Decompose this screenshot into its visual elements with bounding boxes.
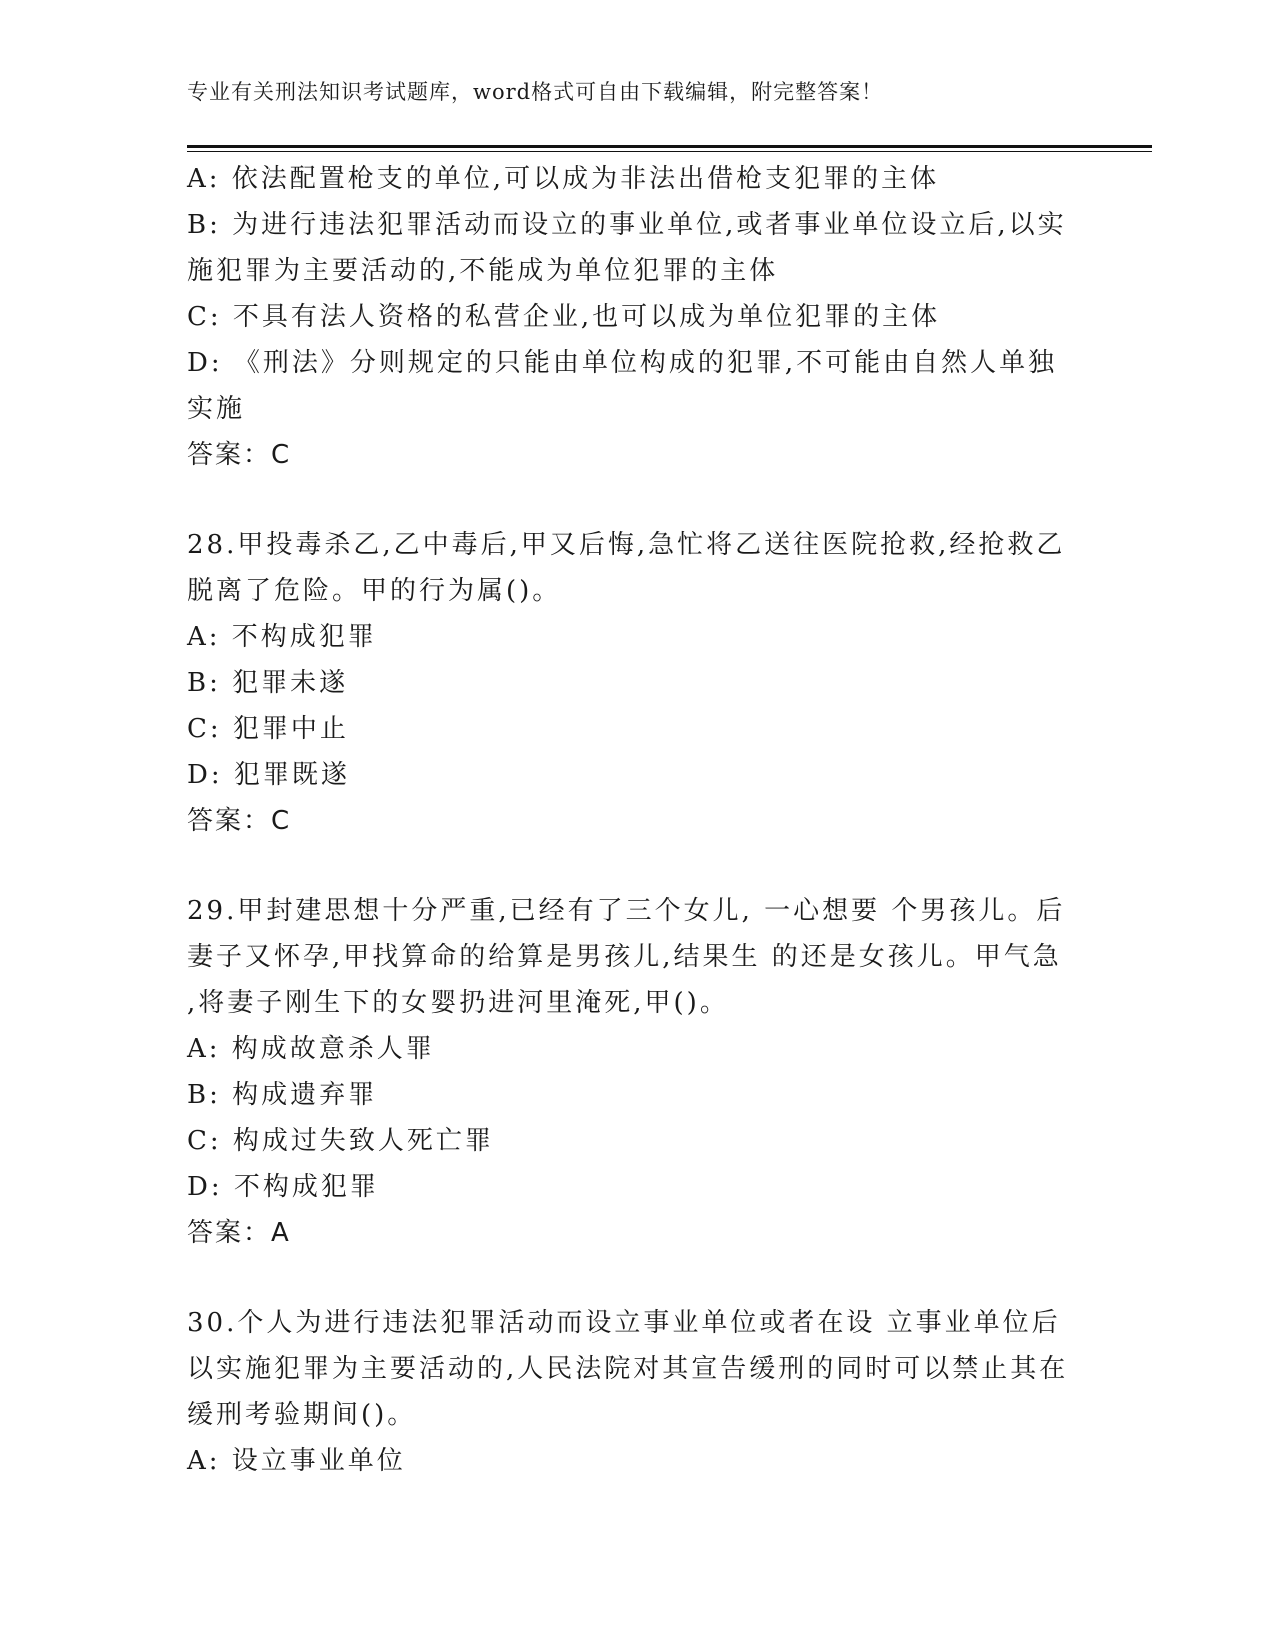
option-c: C: 不具有法人资格的私营企业,也可以成为单位犯罪的主体 [187, 302, 941, 332]
option-b: B: 犯罪未遂 [187, 668, 349, 698]
answer: 答案：C [187, 806, 292, 836]
option-c: C: 构成过失致人死亡罪 [187, 1126, 494, 1156]
question-stem-cont: 脱离了危险。甲的行为属()。 [187, 576, 562, 606]
option-a: A: 不构成犯罪 [187, 622, 377, 652]
question-stem: 28.甲投毒杀乙,乙中毒后,甲又后悔,急忙将乙送往医院抢救,经抢救乙 [187, 530, 1066, 560]
option-d-cont: 实施 [187, 394, 246, 424]
option-b: B: 为进行违法犯罪活动而设立的事业单位,或者事业单位设立后,以实 [187, 210, 1067, 240]
question-stem-cont: 妻子又怀孕,甲找算命的给算是男孩儿,结果生 的还是女孩儿。甲气急 [187, 942, 1062, 972]
option-a: A: 依法配置枪支的单位,可以成为非法出借枪支犯罪的主体 [187, 164, 940, 194]
answer: 答案：A [187, 1218, 291, 1248]
option-d: D: 《刑法》分则规定的只能由单位构成的犯罪,不可能由自然人单独 [187, 348, 1058, 378]
question-30 [187, 1300, 1087, 1484]
option-b: B: 构成遗弃罪 [187, 1080, 378, 1110]
option-c: C: 犯罪中止 [187, 714, 349, 744]
option-b-cont: 施犯罪为主要活动的,不能成为单位犯罪的主体 [187, 256, 779, 286]
page-header: 专业有关刑法知识考试题库，word格式可自由下载编辑，附完整答案！ [187, 80, 884, 104]
question-stem-cont: 以实施犯罪为主要活动的,人民法院对其宣告缓刑的同时可以禁止其在 [187, 1354, 1069, 1384]
option-d: D: 不构成犯罪 [187, 1172, 379, 1202]
question-27-continued [187, 156, 1087, 478]
header-rule [187, 145, 1152, 148]
answer: 答案：C [187, 440, 292, 470]
header-rule-thin [187, 151, 1152, 152]
question-29 [187, 888, 1087, 1256]
option-a: A: 设立事业单位 [187, 1446, 406, 1476]
question-28 [187, 522, 1087, 844]
document-body [187, 156, 1087, 1484]
option-a: A: 构成故意杀人罪 [187, 1034, 435, 1064]
question-stem: 29.甲封建思想十分严重,已经有了三个女儿, 一心想要 个男孩儿。后 [187, 896, 1066, 926]
question-stem: 30.个人为进行违法犯罪活动而设立事业单位或者在设 立事业单位后 [187, 1308, 1061, 1338]
option-d: D: 犯罪既遂 [187, 760, 350, 790]
question-stem-cont: ,将妻子刚生下的女婴扔进河里淹死,甲()。 [187, 988, 729, 1018]
question-stem-cont: 缓刑考验期间()。 [187, 1400, 417, 1430]
